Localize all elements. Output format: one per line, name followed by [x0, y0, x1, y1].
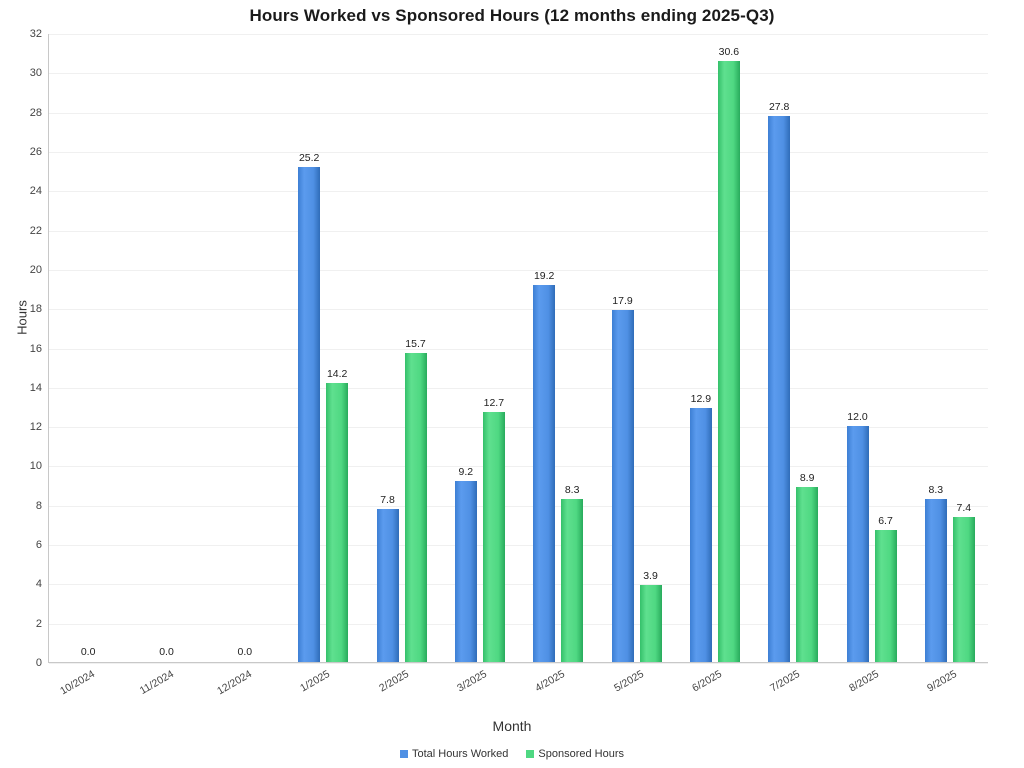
x-tick-label: 2/2025 — [376, 668, 411, 695]
bar-value-label: 19.2 — [533, 269, 555, 282]
y-tick-label: 12 — [29, 421, 42, 434]
y-tick-label: 26 — [29, 145, 42, 158]
y-tick-label: 14 — [29, 381, 42, 394]
gridline — [49, 152, 988, 153]
bar-value-label: 8.3 — [564, 483, 580, 496]
y-tick-label: 20 — [29, 263, 42, 276]
bar-value-label: 0.0 — [159, 646, 174, 658]
gridline — [49, 191, 988, 192]
gridline — [49, 73, 988, 74]
x-axis-title: Month — [492, 718, 532, 734]
legend-item[interactable] — [526, 748, 624, 760]
gridline — [49, 349, 988, 350]
x-tick-label: 9/2025 — [925, 668, 959, 695]
x-tick-label: 10/2024 — [58, 668, 98, 698]
x-tick-label: 5/2025 — [611, 668, 646, 695]
bar-sponsored-hours — [640, 585, 662, 662]
bar-total-hours-worked — [925, 499, 947, 662]
y-tick-label: 10 — [29, 460, 42, 473]
y-tick-label: 0 — [35, 657, 42, 669]
bar-value-label: 3.9 — [643, 570, 658, 583]
bar-value-label: 0.0 — [237, 646, 253, 658]
x-tick-label: 11/2024 — [137, 668, 176, 697]
bar-total-hours-worked — [377, 509, 399, 662]
bar-sponsored-hours — [326, 383, 348, 662]
legend-label: Total Hours Worked — [412, 748, 509, 760]
bar-value-label: 7.8 — [380, 493, 395, 506]
gridline — [49, 34, 988, 35]
bar-value-label: 12.9 — [690, 393, 712, 406]
legend-label: Sponsored Hours — [538, 748, 624, 760]
bar-total-hours-worked — [847, 426, 869, 662]
x-tick-label: 1/2025 — [298, 668, 333, 695]
y-tick-label: 2 — [35, 617, 42, 630]
chart-title: Hours Worked vs Sponsored Hours (12 months ending 2025-Q3) — [249, 6, 775, 25]
bar-value-label: 12.0 — [847, 411, 868, 424]
y-tick-label: 16 — [29, 342, 42, 355]
bar-sponsored-hours — [953, 517, 975, 662]
bar-sponsored-hours — [483, 412, 505, 662]
gridline — [49, 388, 988, 389]
bar-sponsored-hours — [718, 61, 740, 662]
y-tick-label: 30 — [29, 67, 42, 80]
bar-value-label: 9.2 — [458, 466, 474, 479]
y-tick-label: 32 — [29, 28, 42, 40]
bar-value-label: 6.7 — [878, 515, 893, 528]
bar-value-label: 7.4 — [956, 501, 972, 514]
y-tick-label: 24 — [29, 185, 42, 198]
x-tick-label: 12/2024 — [214, 668, 254, 698]
x-tick-label: 8/2025 — [846, 668, 881, 695]
x-tick-label: 3/2025 — [455, 668, 489, 695]
y-tick-label: 8 — [35, 499, 42, 512]
y-tick-label: 28 — [29, 106, 42, 119]
bar-value-label: 8.9 — [799, 472, 815, 485]
bar-value-label: 12.7 — [483, 397, 505, 410]
chart-legend — [0, 748, 1024, 760]
bar-value-label: 30.6 — [718, 45, 740, 58]
x-tick-label: 7/2025 — [768, 668, 803, 695]
bar-sponsored-hours — [796, 487, 818, 662]
gridline — [49, 663, 988, 664]
gridline — [49, 113, 988, 114]
gridline — [49, 231, 988, 232]
gridline — [49, 309, 988, 310]
bar-total-hours-worked — [690, 408, 712, 662]
bar-total-hours-worked — [298, 167, 320, 662]
bar-value-label: 15.7 — [405, 338, 426, 351]
legend-swatch-icon — [526, 750, 534, 758]
y-tick-label: 6 — [35, 539, 42, 552]
legend-item[interactable] — [400, 748, 508, 760]
x-tick-label: 4/2025 — [533, 668, 568, 695]
bar-sponsored-hours — [405, 353, 427, 662]
plot-area — [48, 34, 988, 663]
bar-sponsored-hours — [875, 530, 897, 662]
bar-total-hours-worked — [612, 310, 634, 662]
y-axis-title: Hours — [14, 300, 30, 335]
bar-total-hours-worked — [533, 285, 555, 662]
gridline — [49, 270, 988, 271]
bar-value-label: 0.0 — [80, 646, 96, 658]
legend-swatch-icon — [400, 750, 408, 758]
bar-sponsored-hours — [561, 499, 583, 662]
y-axis-tick-labels — [0, 28, 42, 669]
bar-value-label: 27.8 — [768, 100, 790, 113]
bar-value-label: 14.2 — [326, 367, 348, 380]
bar-total-hours-worked — [455, 481, 477, 662]
bar-value-label: 17.9 — [612, 295, 633, 308]
bar-value-label: 25.2 — [298, 151, 320, 164]
x-tick-label: 6/2025 — [690, 668, 724, 695]
bar-value-label: 8.3 — [928, 483, 944, 496]
y-tick-label: 18 — [29, 303, 42, 316]
y-tick-label: 4 — [35, 578, 42, 591]
bar-total-hours-worked — [768, 116, 790, 662]
y-tick-label: 22 — [29, 224, 42, 237]
